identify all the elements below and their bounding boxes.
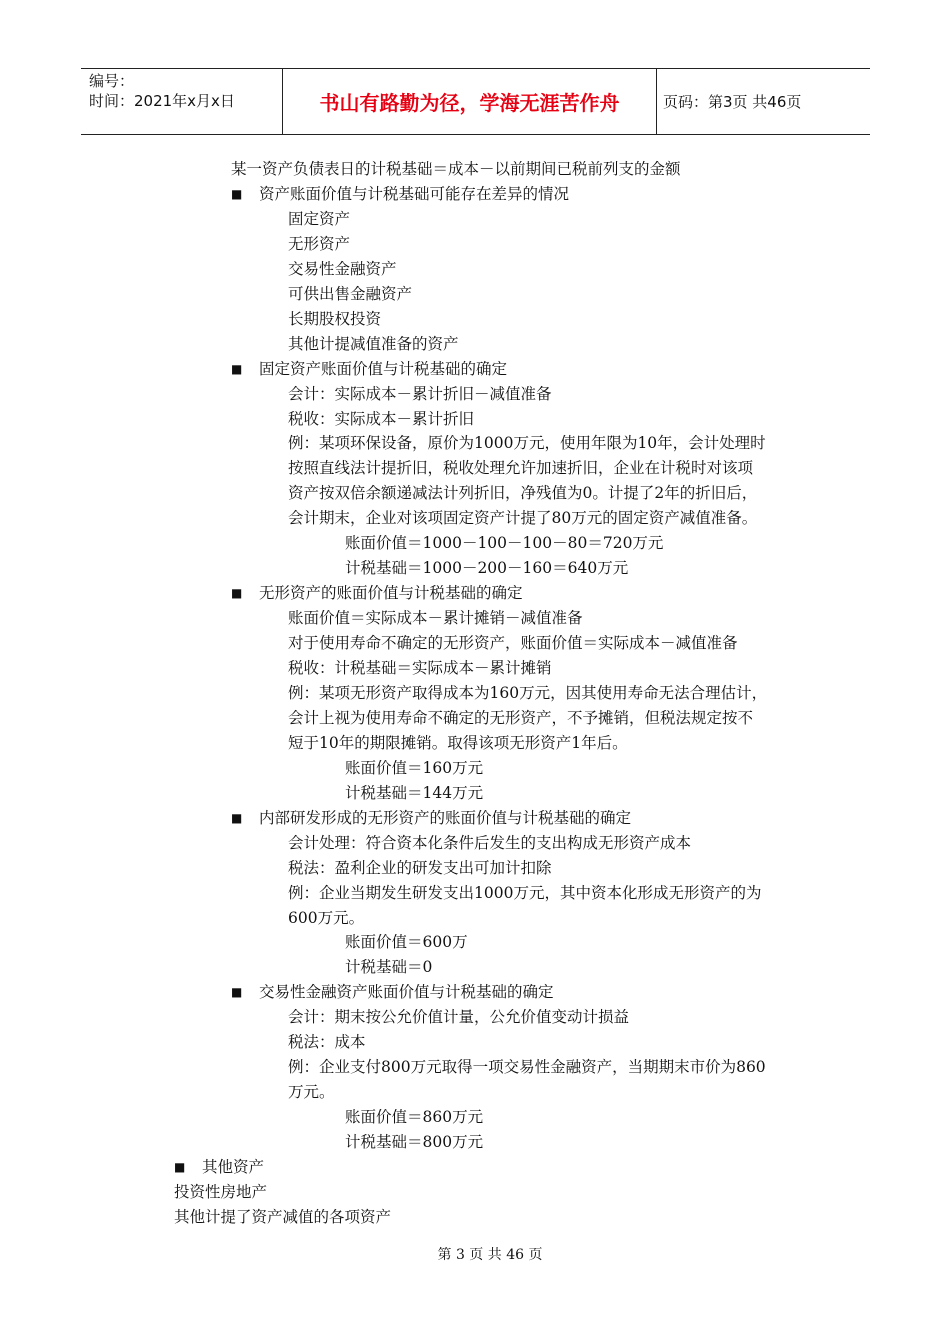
line-text: 税收：计税基础＝实际成本－累计摊销 — [288, 659, 552, 677]
text-line — [345, 1105, 483, 1130]
text-line — [288, 906, 364, 931]
time-label: 时间：2021年x月x日 — [89, 92, 235, 110]
text-line — [345, 556, 628, 581]
text-line — [288, 706, 753, 731]
line-text: 计税基础＝144万元 — [345, 783, 484, 802]
page-footer: 第 3 页 共 46 页 — [437, 1247, 543, 1263]
line-text: 某一资产负债表日的计税基础＝成本－以前期间已税前列支的金额 — [231, 160, 681, 178]
text-line — [288, 481, 757, 506]
bullet-heading — [174, 1155, 264, 1180]
line-text: 会计处理：符合资本化条件后发生的支出构成无形资产成本 — [288, 833, 692, 852]
text-line — [288, 731, 628, 756]
text-line — [288, 856, 552, 881]
line-text: 交易性金融资产 — [288, 259, 397, 278]
text-line — [345, 781, 483, 806]
text-line — [288, 656, 552, 681]
text-line — [174, 1180, 267, 1205]
text-line — [345, 756, 483, 781]
text-line — [288, 282, 412, 307]
bullet-icon: ■ — [231, 810, 243, 825]
text-line — [288, 1005, 629, 1030]
text-line — [288, 606, 583, 631]
line-text: 账面价值＝860万元 — [345, 1108, 484, 1127]
text-line — [288, 881, 761, 906]
line-text: 可供出售金融资产 — [288, 284, 413, 303]
text-line — [288, 332, 459, 357]
text-line — [288, 831, 691, 856]
text-line — [231, 157, 681, 182]
text-line — [288, 631, 738, 656]
line-text: 例：某项无形资产取得成本为160万元，因其使用寿命无法合理估计， — [288, 683, 768, 702]
line-text: 账面价值＝600万 — [345, 933, 468, 952]
bullet-icon: ■ — [231, 586, 243, 601]
line-text: 账面价值＝1000－100－100－80＝720万元 — [345, 534, 664, 553]
bullet-heading — [231, 980, 554, 1005]
header-motto: 书山有路勤为径，学海无涯苦作舟 — [283, 69, 657, 134]
line-text: 无形资产的账面价值与计税基础的确定 — [259, 584, 523, 603]
text-line — [288, 681, 767, 706]
line-text: 固定资产账面价值与计税基础的确定 — [259, 359, 508, 378]
line-text: 其他资产 — [202, 1158, 265, 1176]
line-text: 例：某项环保设备，原价为1000万元，使用年限为10年，会计处理时 — [288, 434, 766, 453]
bullet-heading — [231, 357, 507, 382]
line-text: 内部研发形成的无形资产的账面价值与计税基础的确定 — [259, 808, 632, 827]
bullet-heading — [231, 806, 631, 831]
text-line — [345, 930, 468, 955]
text-line — [288, 1030, 366, 1055]
line-text: 计税基础＝800万元 — [345, 1133, 484, 1152]
line-text: 固定资产 — [288, 209, 351, 228]
line-text: 税法：成本 — [288, 1033, 366, 1052]
text-line — [288, 382, 552, 407]
line-text: 短于10年的期限摊销。取得该项无形资产1年后。 — [288, 733, 628, 752]
line-text: 会计：期末按公允价值计量，公允价值变动计损益 — [288, 1008, 630, 1027]
text-line — [345, 955, 432, 980]
line-text: 资产按双倍余额递减法计列折旧，净残值为0。计提了2年的折旧后， — [288, 484, 758, 503]
line-text: 账面价值＝160万元 — [345, 758, 484, 777]
text-line — [288, 307, 381, 332]
bullet-icon: ■ — [231, 361, 243, 376]
line-text: 长期股权投资 — [288, 309, 382, 328]
line-text: 资产账面价值与计税基础可能存在差异的情况 — [259, 184, 570, 203]
line-text: 例：企业支付800万元取得一项交易性金融资产，当期期末市价为860 — [288, 1058, 766, 1077]
text-line — [288, 257, 397, 282]
line-text: 其他计提了资产减值的各项资产 — [174, 1207, 392, 1226]
bullet-icon: ■ — [231, 186, 243, 201]
line-text: 600万元。 — [288, 908, 365, 927]
line-text: 会计上视为使用寿命不确定的无形资产，不予摊销，但税法规定按不 — [288, 708, 754, 727]
text-line — [288, 1055, 766, 1080]
line-text: 计税基础＝0 — [345, 958, 433, 977]
line-text: 无形资产 — [288, 234, 351, 253]
bullet-icon: ■ — [231, 985, 243, 1000]
text-line — [288, 232, 350, 257]
bullet-heading — [231, 182, 569, 207]
text-line — [288, 431, 766, 456]
header-meta — [81, 69, 283, 134]
text-line — [288, 407, 474, 432]
line-text: 账面价值＝实际成本－累计摊销－减值准备 — [288, 609, 583, 628]
bullet-icon: ■ — [174, 1160, 186, 1174]
bullet-heading — [231, 581, 523, 606]
number-label: 编号： — [89, 72, 135, 90]
line-text: 会计期末，企业对该项固定资产计提了80万元的固定资产减值准备。 — [288, 509, 758, 528]
line-text: 对于使用寿命不确定的无形资产，账面价值＝实际成本－减值准备 — [288, 634, 738, 653]
page-header — [81, 68, 870, 135]
line-text: 税法：盈利企业的研发支出可加计扣除 — [288, 858, 552, 877]
text-line — [288, 207, 350, 232]
text-line — [345, 1130, 483, 1155]
text-line — [174, 1205, 391, 1230]
line-text: 交易性金融资产账面价值与计税基础的确定 — [259, 983, 554, 1002]
text-line — [288, 456, 753, 481]
line-text: 计税基础＝1000－200－160＝640万元 — [345, 559, 629, 578]
line-text: 例：企业当期发生研发支出1000万元，其中资本化形成无形资产的为 — [288, 883, 762, 902]
text-line — [288, 1080, 335, 1105]
line-text: 会计：实际成本－累计折旧－减值准备 — [288, 384, 552, 403]
text-line — [345, 531, 663, 556]
header-page-info: 页码：第3页 共46页 — [663, 93, 802, 111]
line-text: 投资性房地产 — [174, 1182, 268, 1201]
line-text: 按照直线法计提折旧，税收处理允许加速折旧，企业在计税时对该项 — [288, 459, 754, 478]
text-line — [288, 506, 757, 531]
line-text: 万元。 — [288, 1083, 335, 1102]
line-text: 税收：实际成本－累计折旧 — [288, 409, 475, 428]
line-text: 其他计提减值准备的资产 — [288, 334, 459, 353]
